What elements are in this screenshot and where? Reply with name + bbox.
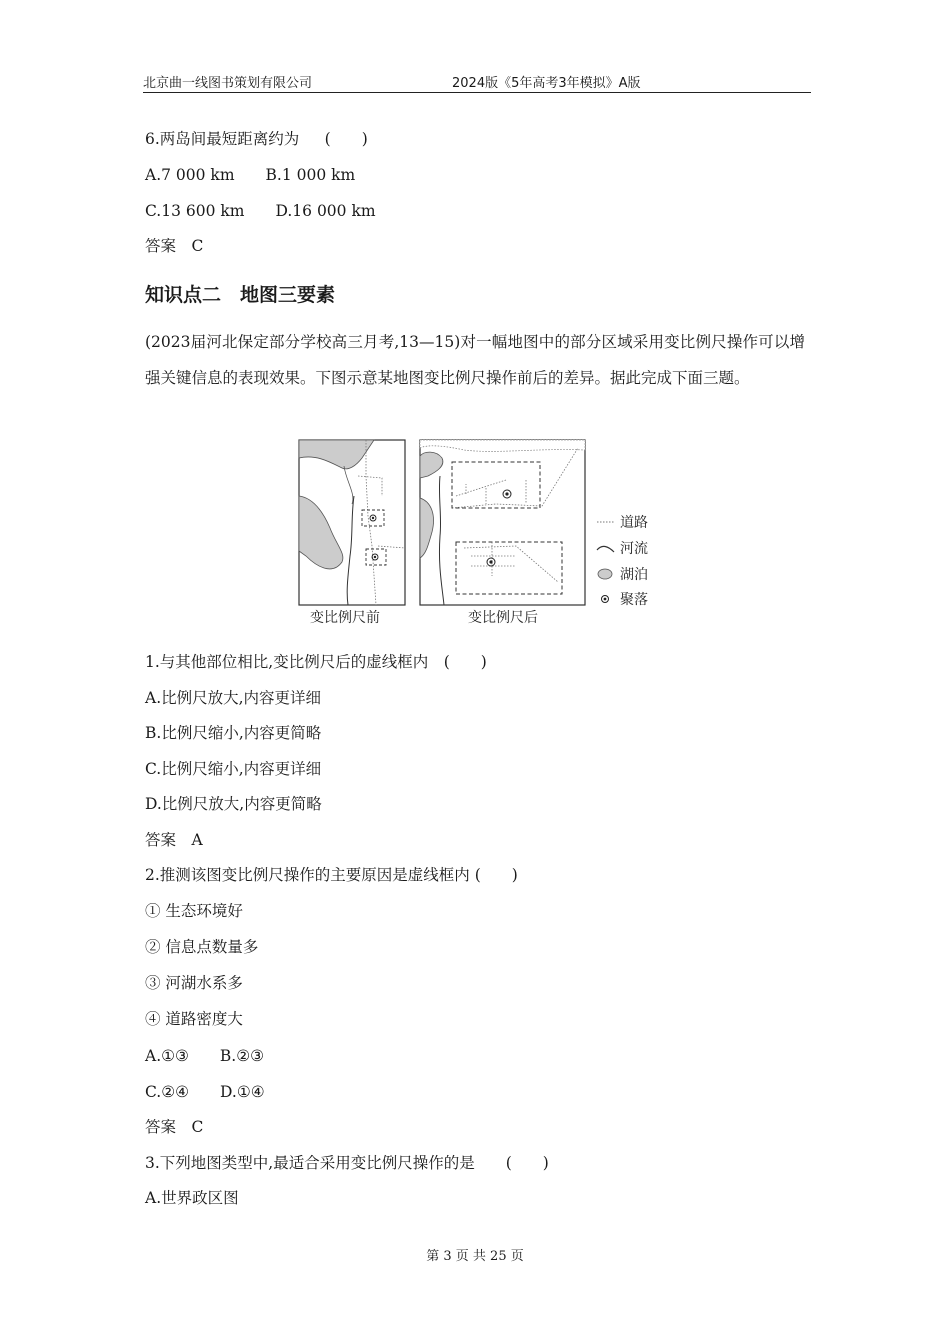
q2-options-ab: A.①③ B.②③ (145, 1047, 265, 1065)
legend-label-road: 道路 (620, 515, 648, 531)
river-icon (597, 546, 614, 552)
q2-item-1: ① 生态环境好 (145, 902, 243, 920)
q1-option-c: C.比例尺缩小,内容更详细 (145, 760, 322, 778)
q2-stem: 2.推测该图变比例尺操作的主要原因是虚线框内 ( ) (145, 866, 518, 884)
q1-option-a: A.比例尺放大,内容更详细 (145, 689, 322, 707)
map-after-frame (420, 440, 585, 605)
caption-before: 变比例尺前 (310, 610, 380, 626)
map-legend (597, 515, 648, 608)
publisher-name: 北京曲一线图书策划有限公司 (143, 76, 313, 91)
q6-options-cd: C.13 600 km D.16 000 km (145, 202, 376, 220)
legend-label-lake: 湖泊 (620, 567, 648, 583)
q6-answer: 答案 C (145, 237, 204, 255)
lake-icon (598, 569, 612, 579)
q2-answer: 答案 C (145, 1118, 204, 1136)
map-after (420, 440, 585, 605)
map-diagram (296, 436, 666, 632)
legend-label-settlement: 聚落 (620, 592, 648, 608)
legend-label-river: 河流 (620, 541, 648, 557)
q1-answer: 答案 A (145, 831, 203, 849)
q6-options-ab: A.7 000 km B.1 000 km (145, 166, 356, 184)
page-footer: 第 3 页 共 25 页 (426, 1249, 524, 1264)
q2-item-3: ③ 河湖水系多 (145, 974, 243, 992)
map-before (299, 440, 405, 605)
q1-option-d: D.比例尺放大,内容更简略 (145, 795, 322, 813)
book-title: 2024版《5年高考3年模拟》A版 (452, 76, 641, 91)
q1-stem: 1.与其他部位相比,变比例尺后的虚线框内 ( ) (145, 653, 487, 671)
page-header (143, 72, 811, 93)
q3-stem: 3.下列地图类型中,最适合采用变比例尺操作的是 ( ) (145, 1154, 549, 1172)
q3-option-a: A.世界政区图 (145, 1189, 239, 1207)
q6-stem: 6.两岛间最短距离约为 ( ) (145, 130, 368, 148)
intro-paragraph: (2023届河北保定部分学校高三月考,13—15)对一幅地图中的部分区域采用变比例尺操作可以增强关键信息的表现效果。下图示意某地图变比例尺操作前后的差异。据此完成下面三题。 (145, 333, 805, 387)
q2-options-cd: C.②④ D.①④ (145, 1083, 265, 1101)
scale-map-figure (296, 436, 666, 632)
caption-after: 变比例尺后 (468, 610, 538, 626)
section-title: 知识点二 地图三要素 (145, 284, 336, 306)
q1-option-b: B.比例尺缩小,内容更简略 (145, 724, 322, 742)
q2-item-2: ② 信息点数量多 (145, 938, 259, 956)
q2-item-4: ④ 道路密度大 (145, 1010, 243, 1028)
